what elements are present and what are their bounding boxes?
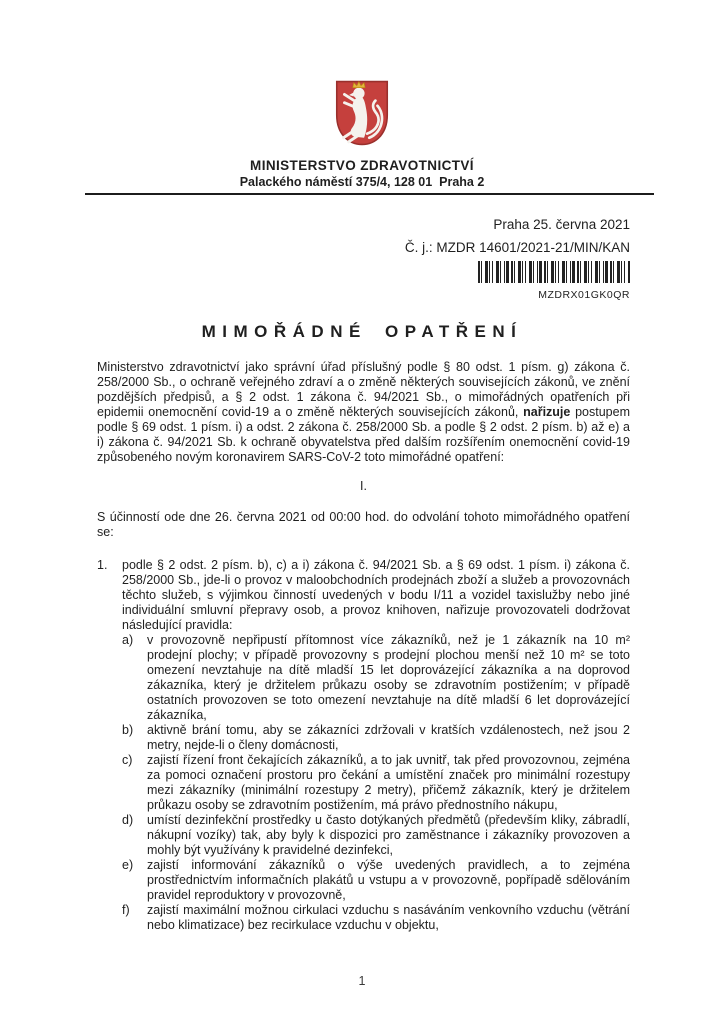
place-date: Praha 25. června 2021 [493,217,630,232]
sub-item-f-text: zajistí maximální možnou cirkulaci vzduchu s nasáváním venkovního vzduchu (větrání nebo klimatizace) bez recirkulace vzduchu v objektu, [147,903,630,932]
sub-item-f [122,903,630,933]
letterhead-divider [85,193,654,195]
sub-item-e-letter: e) [122,858,134,872]
barcode-icon [478,261,630,283]
effectiveness-paragraph: S účinností ode dne 26. června 2021 od 00:00 hod. do odvolání tohoto mimořádného opatření se: [97,510,630,539]
ministry-name: MINISTERSTVO ZDRAVOTNICTVÍ [250,158,474,173]
sub-item-f-letter: f) [122,903,130,917]
sub-item-a-text: v provozovně nepřipustí přítomnost více zákazníků, než je 1 zákazník na 10 m² prodejní plochy; v případě provozovny s prodejní plochou menší než 10 m² se toto omezení nevztahuje na dítě mladší 15 let doprovázející zákazníka a na doprovod zákazníka, který je držitelem průkazu osoby se zdravotním postižením; v případě ostatních provozoven se toto omezení nevztahuje na dítě mladší 6 let doprovázející zákazníka, [147,633,630,722]
sub-item-b [122,723,630,753]
intro-part2: postupem podle § 69 odst. 1 písm. i) a odst. 2 zákona č. 258/2000 Sb. a podle § 2 odst. 2 písm. b) až e) a i) zákona č. 94/2021 Sb. k ochraně obyvatelstva před dalším rozšířením onemocnění covid-19 způsobeného novým koronavirem SARS-CoV-2 toto mimořádné opatření: [97,405,630,464]
sub-item-a [122,633,630,723]
sub-item-e-text: zajistí informování zákazníků o výše uvedených pravidlech, a to zejména prostřednictvím informačních plakátů u vstupu a v provozovně, popřípadě sdělováním pravidel reproduktory v provozovně, [147,858,630,902]
sub-item-a-letter: a) [122,633,134,647]
sub-item-d [122,813,630,858]
sub-item-c-text: zajistí řízení front čekajících zákazníků, a to jak uvnitř, tak před provozovnou, zejména za pomoci označení prostoru pro čekání a umístění značek pro minimální rozestupy mezi zákazníky (minimální rozestupy 2 metry), přičemž zákazník, který je držitelem průkazu osoby se zdravotním postižením, má právo přednostního nákupu, [147,753,630,812]
czech-coat-of-arms-icon [335,80,389,146]
sub-item-b-letter: b) [122,723,134,737]
sub-item-b-text: aktivně brání tomu, aby se zákazníci zdržovali v kratších vzdálenostech, než jsou 2 metry, nejde-li o členy domácnosti, [147,723,630,752]
sub-item-d-text: umístí dezinfekční prostředky u často dotýkaných předmětů (především kliky, zábradlí, nákupní vozíky) tak, aby byly k dispozici pro zaměstnance i zákazníky provozoven a mohly být využívány k pravidelné dezinfekci, [147,813,630,857]
list-item-1-text: podle § 2 odst. 2 písm. b), c) a i) zákona č. 94/2021 Sb. a § 69 odst. 1 písm. i) zákona č. 258/2000 Sb., jde-li o provoz v maloobchodních prodejnách zboží a služeb a provozovnách těchto služeb, s výjimkou činností uvedených v bodu I/11 a vozidel taxislužby nebo jiné individuální smluvní přepravy osob, a provoz knihoven, nařizuje provozovateli dodržovat následující pravidla: [122,558,630,632]
intro-paragraph [97,360,630,465]
section-heading-i: I. [360,479,367,493]
document-meta [0,217,630,301]
intro-bold-narizuje: nařizuje [523,405,571,419]
page-number: 1 [358,974,366,988]
document-title: MIMOŘÁDNÉ OPATŘENÍ [201,322,523,341]
document-body [97,360,630,933]
sub-item-c-letter: c) [122,753,133,767]
sub-item-c [122,753,630,813]
sub-item-d-letter: d) [122,813,134,827]
sub-item-e [122,858,630,903]
numbered-list [97,558,630,933]
barcode-code: MZDRX01GK0QR [538,289,630,301]
reference-number: Č. j.: MZDR 14601/2021-21/MIN/KAN [404,240,630,255]
list-item-1 [97,558,630,933]
intro-part1: Ministerstvo zdravotnictví jako správní úřad příslušný podle § 80 odst. 1 písm. g) zákona č. 258/2000 Sb., o ochraně veřejného zdraví a o změně některých souvisejících zákonů, ve znění pozdějších předpisů, a § 2 odst. 1 zákona č. 94/2021 Sb., o mimořádných opatřeních při epidemii onemocnění covid-19 a o změně některých souvisejících zákonů, [97,360,630,419]
list-item-1-number: 1. [97,558,108,572]
letter-sublist [122,633,630,933]
ministry-address: Palackého náměstí 375/4, 128 01 Praha 2 [239,175,485,189]
letterhead [0,0,724,195]
